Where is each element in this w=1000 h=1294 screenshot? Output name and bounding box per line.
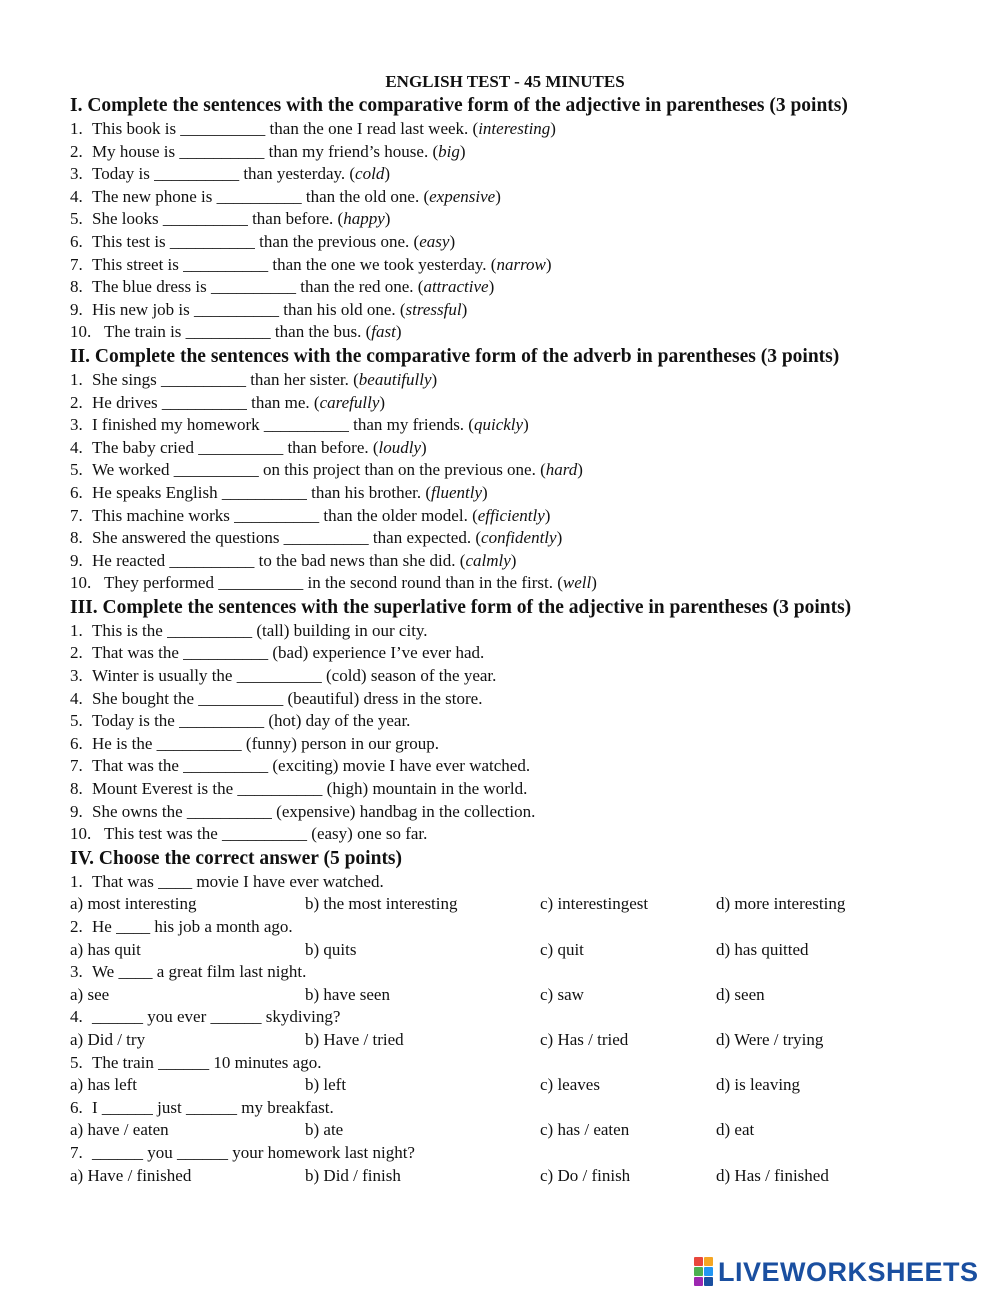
exercise-item [70, 688, 970, 711]
answer-option: d) eat [716, 1120, 755, 1140]
answer-option: d) Were / trying [716, 1029, 824, 1049]
item-number: 9. [70, 299, 83, 319]
answer-option: c) saw [540, 984, 584, 1004]
item-text: This test is __________ than the previous one. ( [92, 231, 420, 251]
answer-options [70, 1165, 970, 1188]
item-hint: expensive [429, 186, 496, 206]
item-text: This street is __________ than the one we took yesterday. ( [92, 254, 497, 274]
item-text: Winter is usually the __________ (cold) season of the year. [92, 666, 497, 686]
exercise-item [70, 778, 970, 801]
question-item [70, 1006, 970, 1029]
item-text: That was the __________ (exciting) movie I have ever watched. [92, 756, 531, 776]
item-text: This book is __________ than the one I read last week. ( [92, 119, 479, 138]
item-hint: well [562, 573, 592, 593]
answer-option: b) the most interesting [305, 894, 458, 914]
logo-tile [694, 1267, 703, 1276]
item-text-end: ) [510, 550, 517, 570]
item-number: 7. [70, 1142, 83, 1162]
answer-option: a) see [70, 984, 110, 1004]
item-text: They performed __________ in the second round than in the first. ( [104, 573, 563, 593]
logo-mark-icon [694, 1257, 713, 1286]
item-text-end: ) [431, 369, 438, 389]
section-heading: II. Complete the sentences with the comparative form of the adverb in parentheses (3 points) [70, 345, 840, 367]
item-hint: carefully [319, 392, 380, 412]
item-text: Today is the __________ (hot) day of the year. [92, 711, 411, 731]
item-text: The new phone is __________ than the old one. ( [92, 186, 430, 206]
item-number: 4. [70, 1007, 83, 1027]
answer-option: b) Did / finish [305, 1165, 401, 1185]
question-item [70, 961, 970, 984]
item-number: 3. [70, 666, 83, 686]
logo-tile [694, 1257, 703, 1266]
item-hint: loudly [378, 437, 422, 457]
answer-options [70, 1029, 970, 1052]
exercise-item [70, 665, 970, 688]
item-text-end: ) [449, 231, 456, 251]
liveworksheets-logo [694, 1257, 979, 1286]
question-item [70, 1142, 970, 1165]
exercise-item [70, 163, 970, 186]
exercise-item [70, 118, 970, 141]
answer-option: b) ate [305, 1120, 344, 1140]
item-text: The blue dress is __________ than the red one. ( [92, 277, 424, 297]
answer-option: c) leaves [540, 1075, 600, 1095]
exercise-item [70, 801, 970, 824]
exercise-item [70, 369, 970, 392]
item-text-end: ) [459, 141, 466, 161]
item-text: She sings __________ than her sister. ( [92, 369, 359, 389]
item-text-end: ) [523, 415, 529, 435]
item-hint: efficiently [477, 505, 545, 525]
exercise-item [70, 254, 970, 277]
item-number: 10. [70, 824, 92, 844]
question-text: That was ____ movie I have ever watched. [92, 871, 384, 891]
item-text-end: ) [379, 392, 386, 412]
item-text: I finished my homework __________ than my friends. ( [92, 415, 474, 435]
item-number: 7. [70, 254, 83, 274]
section-heading: I. Complete the sentences with the comparative form of the adjective in parentheses (3 points) [70, 95, 848, 116]
exercise-item [70, 299, 970, 322]
item-text-end: ) [482, 482, 488, 502]
answer-option: d) is leaving [716, 1075, 801, 1095]
item-text-end: ) [544, 505, 551, 525]
item-text: He speaks English __________ than his brother. ( [92, 482, 432, 502]
answer-option: a) most interesting [70, 894, 197, 914]
item-number: 1. [70, 871, 83, 891]
item-number: 4. [70, 688, 83, 708]
item-hint: big [438, 141, 460, 161]
item-hint: happy [343, 209, 385, 229]
answer-options [70, 1119, 970, 1142]
logo-tile [704, 1277, 713, 1286]
item-number: 1. [70, 369, 83, 389]
item-number: 2. [70, 643, 83, 663]
item-number: 2. [70, 392, 83, 412]
item-text: His new job is __________ than his old one. ( [92, 299, 406, 319]
item-text-end: ) [384, 164, 390, 184]
item-number: 6. [70, 231, 83, 251]
item-text-end: ) [495, 186, 501, 206]
item-text: This is the __________ (tall) building in our city. [92, 620, 428, 640]
exercise-item [70, 482, 970, 505]
item-text: My house is __________ than my friend’s house. ( [92, 141, 439, 161]
item-number: 1. [70, 119, 83, 138]
question-item [70, 1052, 970, 1075]
exercise-item [70, 276, 970, 299]
question-text: ______ you ever ______ skydiving? [92, 1007, 341, 1027]
answer-option: a) Have / finished [70, 1165, 192, 1185]
answer-option: c) Do / finish [540, 1165, 631, 1185]
item-hint: easy [419, 231, 450, 251]
exercise-item [70, 505, 970, 528]
logo-text: LIVEWORKSHEETS [718, 1256, 979, 1287]
question-text: ______ you ______ your homework last night? [92, 1142, 415, 1162]
item-text: This machine works __________ than the older model. ( [92, 505, 478, 525]
item-text: She looks __________ than before. ( [92, 209, 344, 229]
item-number: 7. [70, 505, 83, 525]
item-number: 3. [70, 415, 83, 435]
exercise-item [70, 572, 970, 595]
item-text: He is the __________ (funny) person in our group. [92, 733, 440, 753]
answer-options [70, 1074, 970, 1097]
answer-option: c) quit [540, 939, 584, 959]
item-text: The baby cried __________ than before. ( [92, 437, 379, 457]
item-text-end: ) [550, 119, 556, 138]
answer-option: a) has left [70, 1075, 138, 1095]
exercise-item [70, 186, 970, 209]
answer-option: b) have seen [305, 984, 390, 1004]
item-hint: stressful [405, 299, 462, 319]
question-item [70, 916, 970, 939]
exercise-item [70, 550, 970, 573]
question-text: He ____ his job a month ago. [92, 917, 293, 936]
answer-option: b) Have / tried [305, 1029, 404, 1049]
item-hint: narrow [496, 254, 546, 274]
item-text-end: ) [488, 277, 495, 297]
answer-options [70, 939, 970, 962]
exercise-item [70, 141, 970, 164]
exercise-item [70, 710, 970, 733]
item-text: Today is __________ than yesterday. ( [92, 164, 356, 184]
exercise-item [70, 392, 970, 415]
item-text: Mount Everest is the __________ (high) mountain in the world. [92, 779, 528, 799]
item-hint: interesting [478, 119, 551, 138]
logo-tile [704, 1267, 713, 1276]
item-text: He drives __________ than me. ( [92, 392, 320, 412]
section-heading: IV. Choose the correct answer (5 points) [70, 847, 403, 869]
answer-option: a) has quit [70, 939, 141, 959]
answer-option: a) Did / try [70, 1029, 146, 1049]
item-hint: beautifully [358, 369, 432, 389]
item-number: 8. [70, 277, 83, 297]
answer-option: c) Has / tried [540, 1029, 629, 1049]
item-number: 5. [70, 209, 83, 229]
item-number: 7. [70, 756, 83, 776]
item-number: 9. [70, 801, 83, 821]
answer-options [70, 984, 970, 1007]
item-text-end: ) [395, 322, 402, 342]
answer-option: d) has quitted [716, 939, 809, 959]
item-number: 5. [70, 711, 83, 731]
item-hint: fast [371, 322, 396, 342]
item-number: 8. [70, 779, 83, 799]
answer-option: b) quits [305, 939, 357, 959]
item-number: 10. [70, 322, 92, 342]
question-item [70, 871, 970, 894]
question-item [70, 1097, 970, 1120]
answer-option: d) more interesting [716, 894, 846, 914]
item-hint: hard [545, 460, 578, 480]
item-hint: confidently [481, 528, 557, 548]
item-number: 3. [70, 164, 83, 184]
exercise-item [70, 414, 970, 437]
exercise-item [70, 459, 970, 482]
logo-tile [704, 1257, 713, 1266]
item-text: He reacted __________ to the bad news than she did. ( [92, 550, 466, 570]
answer-option: d) seen [716, 984, 765, 1004]
exercise-item [70, 733, 970, 756]
item-text: The train is __________ than the bus. ( [104, 322, 372, 342]
item-number: 4. [70, 437, 83, 457]
item-number: 2. [70, 917, 83, 936]
item-number: 1. [70, 620, 83, 640]
exercise-item [70, 231, 970, 254]
exercise-item [70, 755, 970, 778]
item-number: 5. [70, 1052, 83, 1072]
item-text: She bought the __________ (beautiful) dress in the store. [92, 688, 483, 708]
answer-option: b) left [305, 1075, 347, 1095]
exercise-item [70, 321, 970, 344]
exercise-item [70, 823, 970, 846]
item-text-end: ) [591, 573, 597, 593]
item-number: 6. [70, 482, 83, 502]
item-number: 8. [70, 528, 83, 548]
answer-option: c) has / eaten [540, 1120, 630, 1140]
worksheet [70, 71, 970, 1187]
item-number: 9. [70, 550, 83, 570]
page-title: ENGLISH TEST - 45 MINUTES [385, 72, 625, 91]
answer-options [70, 893, 970, 916]
exercise-item [70, 527, 970, 550]
item-text-end: ) [556, 528, 563, 548]
section-heading: III. Complete the sentences with the superlative form of the adjective in parentheses (3 points) [70, 596, 852, 618]
item-hint: fluently [431, 482, 482, 502]
logo-tile [694, 1277, 703, 1286]
exercise-item [70, 620, 970, 643]
item-text: That was the __________ (bad) experience I’ve ever had. [92, 643, 485, 663]
worksheet-content [70, 93, 970, 1187]
item-text: This test was the __________ (easy) one so far. [104, 824, 428, 844]
item-text-end: ) [577, 460, 583, 480]
item-number: 2. [70, 141, 83, 161]
item-number: 4. [70, 186, 83, 206]
item-text-end: ) [384, 209, 391, 229]
item-text: She answered the questions __________ than expected. ( [92, 528, 482, 548]
exercise-item [70, 642, 970, 665]
exercise-item [70, 437, 970, 460]
item-hint: cold [355, 164, 385, 184]
question-text: I ______ just ______ my breakfast. [92, 1097, 334, 1117]
item-number: 6. [70, 733, 83, 753]
item-number: 5. [70, 460, 83, 480]
item-text-end: ) [421, 437, 427, 457]
question-text: We ____ a great film last night. [92, 962, 307, 982]
item-text: We worked __________ on this project than on the previous one. ( [92, 460, 546, 480]
item-text-end: ) [545, 254, 552, 274]
answer-option: c) interestingest [540, 894, 649, 914]
item-number: 10. [70, 573, 92, 593]
item-text-end: ) [461, 299, 468, 319]
exercise-item [70, 208, 970, 231]
item-number: 3. [70, 962, 83, 982]
item-hint: calmly [465, 550, 511, 570]
answer-option: d) Has / finished [716, 1165, 829, 1185]
question-text: The train ______ 10 minutes ago. [92, 1052, 322, 1072]
item-hint: attractive [423, 277, 489, 297]
item-text: She owns the __________ (expensive) handbag in the collection. [92, 801, 536, 821]
item-number: 6. [70, 1097, 83, 1117]
answer-option: a) have / eaten [70, 1120, 169, 1140]
item-hint: quickly [473, 415, 524, 435]
